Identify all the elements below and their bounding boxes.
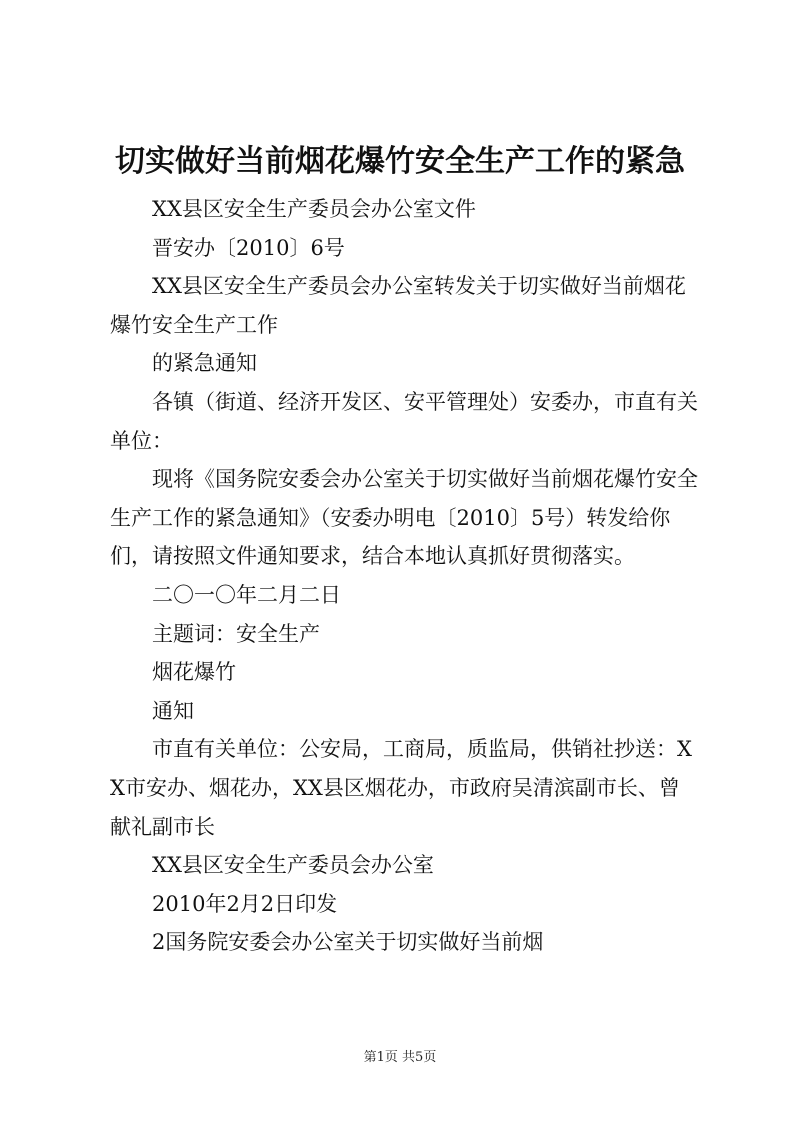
page-footer: 第1页 共5页 xyxy=(363,1050,437,1065)
paragraph-main-body: 现将《国务院安委会办公室关于切实做好当前烟花爆竹安全生产工作的紧急通知》（安委办明电〔2010〕5号）转发给你们，请按照文件通知要求，结合本地认真抓好贯彻落实。 xyxy=(110,467,698,569)
paragraph-keyword-notice: 通知 xyxy=(152,698,194,723)
paragraph-forward-title-cont: 的紧急通知 xyxy=(152,351,257,376)
paragraph-forward-title: XX县区安全生产委员会办公室转发关于切实做好当前烟花爆竹安全生产工作 xyxy=(110,274,686,337)
paragraph-next-section: 2国务院安委会办公室关于切实做好当前烟 xyxy=(152,930,544,955)
paragraph-issuer: XX县区安全生产委员会办公室文件 xyxy=(152,197,476,221)
paragraph-keyword-fireworks: 烟花爆竹 xyxy=(152,660,236,685)
paragraph-distribution: 市直有关单位：公安局，工商局，质监局，供销社抄送：XX市安办、烟花办，XX县区烟花办，市政府吴清滨副市长、曾献礼副市长 xyxy=(110,737,692,839)
paragraph-print-date: 2010年2月2日印发 xyxy=(152,891,338,916)
paragraph-doc-number: 晋安办〔2010〕6号 xyxy=(152,235,345,260)
document-body xyxy=(110,190,700,962)
paragraph-addressees: 各镇（街道、经济开发区、安平管理处）安委办，市直有关单位： xyxy=(110,389,698,453)
document-title: 切实做好当前烟花爆竹安全生产工作的紧急 xyxy=(115,144,685,179)
paragraph-keywords: 主题词：安全生产 xyxy=(152,621,320,646)
paragraph-date: 二〇一〇年二月二日 xyxy=(152,582,341,607)
paragraph-office: XX县区安全生产委员会办公室 xyxy=(152,853,434,878)
